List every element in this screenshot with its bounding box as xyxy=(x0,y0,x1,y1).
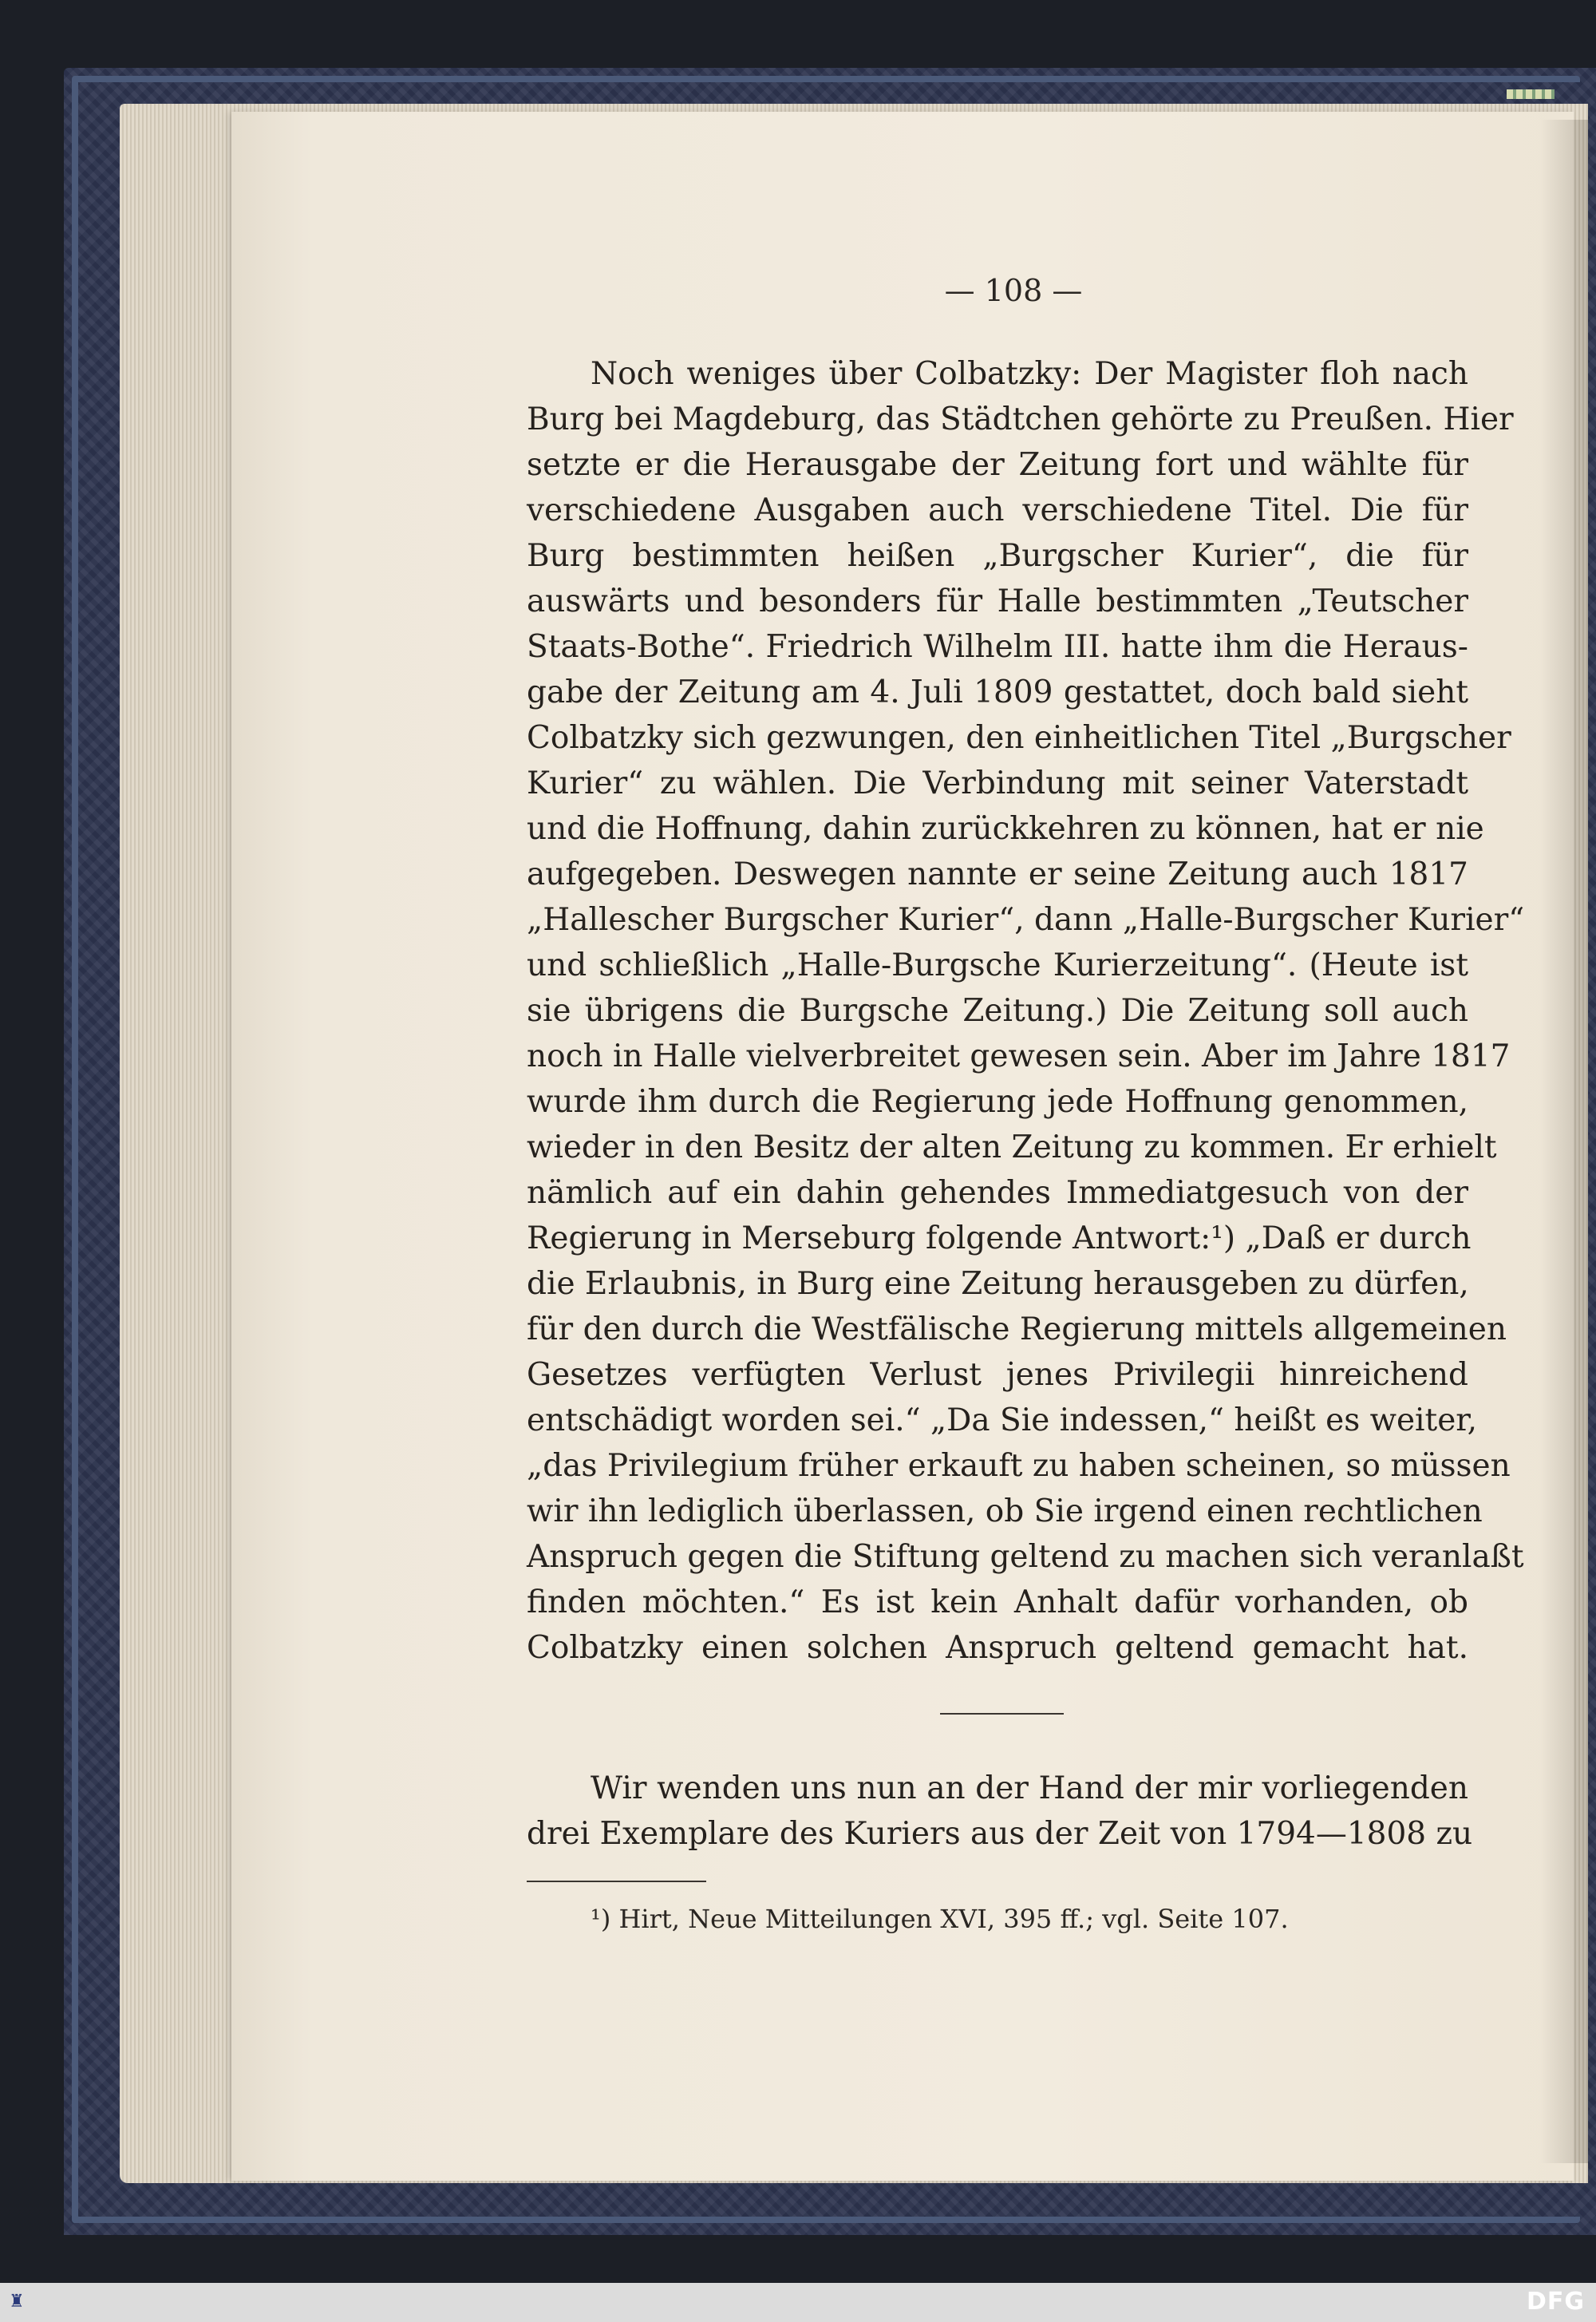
text-line: Anspruch gegen die Stiftung geltend zu machen sich veranlaßt xyxy=(527,1539,1524,1575)
text-line: entschädigt worden sei.“ „Da Sie indessen,“ heißt es weiter, xyxy=(527,1402,1478,1438)
section-divider xyxy=(940,1713,1064,1715)
gutter-shadow xyxy=(1540,120,1588,2163)
text-line: wieder in den Besitz der alten Zeitung zu kommen. Er erhielt xyxy=(527,1129,1497,1165)
text-line: gabe der Zeitung am 4. Juli 1809 gestattet, doch bald sieht xyxy=(527,674,1468,710)
paragraph-2 xyxy=(527,1766,1473,1857)
text-line: aufgegeben. Deswegen nannte er seine Zeitung auch 1817 xyxy=(527,856,1468,892)
footnote: ¹) Hirt, Neue Mitteilungen XVI, 395 ff.; vgl. Seite 107. xyxy=(591,1904,1289,1934)
text-line: „Hallescher Burgscher Kurier“, dann „Halle-Burgscher Kurier“ xyxy=(527,902,1525,938)
text-line: setzte er die Herausgabe der Zeitung fort und wählte für xyxy=(527,447,1468,483)
text-line: Gesetzes verfügten Verlust jenes Privilegii hinreichend xyxy=(527,1357,1468,1393)
text-line: Burg bei Magdeburg, das Städtchen gehörte zu Preußen. Hier xyxy=(527,402,1514,437)
paragraph-1 xyxy=(527,351,1525,1671)
text-line: sie übrigens die Burgsche Zeitung.) Die Zeitung soll auch xyxy=(527,993,1468,1029)
text-line: Burg bestimmten heißen „Burgscher Kurier“, die für xyxy=(527,538,1468,574)
text-line: verschiedene Ausgaben auch verschiedene Titel. Die für xyxy=(527,492,1468,528)
text-line: und die Hoffnung, dahin zurückkehren zu können, hat er nie xyxy=(527,811,1484,847)
library-crest-icon[interactable]: ♜ xyxy=(9,2292,25,2312)
footnote-rule xyxy=(527,1881,706,1882)
text-line: Colbatzky sich gezwungen, den einheitlichen Titel „Burgscher xyxy=(527,720,1511,756)
text-line: und schließlich „Halle-Burgsche Kurierzeitung“. (Heute ist xyxy=(527,947,1468,983)
text-line: die Erlaubnis, in Burg eine Zeitung herausgeben zu dürfen, xyxy=(527,1266,1469,1302)
text-line: noch in Halle vielverbreitet gewesen sein. Aber im Jahre 1817 xyxy=(527,1038,1511,1074)
text-line: Staats-Bothe“. Friedrich Wilhelm III. hatte ihm die Heraus- xyxy=(527,629,1468,665)
text-line: auswärts und besonders für Halle bestimmten „Teutscher xyxy=(527,583,1468,619)
text-line: Colbatzky einen solchen Anspruch geltend gemacht hat. xyxy=(527,1630,1468,1666)
text-line: Wir wenden uns nun an der Hand der mir vorliegenden xyxy=(591,1770,1468,1806)
text-line: „das Privilegium früher erkauft zu haben scheinen, so müssen xyxy=(527,1448,1511,1484)
text-line: wurde ihm durch die Regierung jede Hoffnung genommen, xyxy=(527,1084,1468,1120)
text-line: für den durch die Westfälische Regierung mittels allgemeinen xyxy=(527,1311,1507,1347)
bookmark-tab xyxy=(1507,89,1555,99)
text-line: finden möchten.“ Es ist kein Anhalt dafür vorhanden, ob xyxy=(527,1584,1468,1620)
viewer-footer-bar xyxy=(0,2283,1596,2322)
dfg-logo[interactable]: DFG xyxy=(1526,2288,1585,2316)
page-number-header: — 108 — xyxy=(944,273,1083,308)
text-line: wir ihn lediglich überlassen, ob Sie irgend einen rechtlichen xyxy=(527,1493,1483,1529)
text-line: Regierung in Merseburg folgende Antwort:¹) „Daß er durch xyxy=(527,1220,1472,1256)
text-line: Kurier“ zu wählen. Die Verbindung mit seiner Vaterstadt xyxy=(527,765,1468,801)
text-line: nämlich auf ein dahin gehendes Immediatgesuch von der xyxy=(527,1175,1468,1211)
text-line: drei Exemplare des Kuriers aus der Zeit von 1794—1808 zu xyxy=(527,1816,1473,1852)
text-line: Noch weniges über Colbatzky: Der Magister floh nach xyxy=(591,356,1468,392)
